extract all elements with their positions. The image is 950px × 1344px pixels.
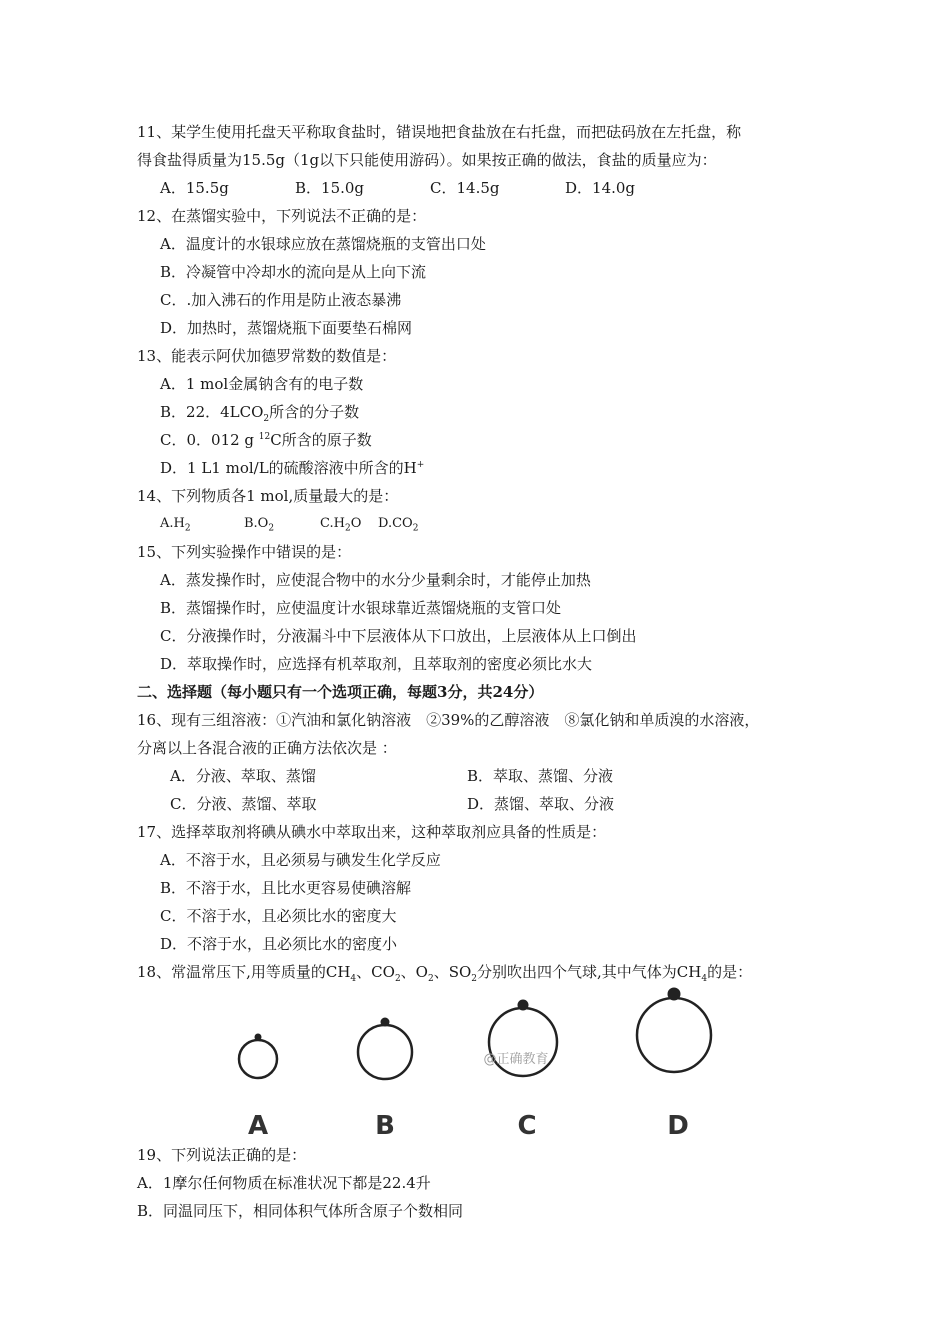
q11-option-c: C．14.5g xyxy=(430,179,500,197)
q13-option-c: C．0．012 g $^{12}$C所含的原子数 xyxy=(160,431,372,449)
q13-option-a: A．1 mol金属钠含有的电子数 xyxy=(160,375,364,393)
balloon-figure xyxy=(225,982,725,1142)
q14-option-c: $C.H_2O$ xyxy=(320,516,362,534)
balloon-d xyxy=(637,988,711,1073)
figure-label-a: A xyxy=(247,1111,269,1141)
q17-option-b: B．不溶于水，且比水更容易使碘溶解 xyxy=(160,879,412,897)
q19-option-b: B．同温同压下，相同体积气体所含原子个数相同 xyxy=(137,1202,464,1220)
q19-option-a: A．1摩尔任何物质在标准状况下都是22.4升 xyxy=(137,1174,431,1192)
q15-option-c: C．分液操作时，分液漏斗中下层液体从下口放出，上层液体从上口倒出 xyxy=(160,627,637,645)
q11-stem-line2: 得食盐得质量为15.5g（1g以下只能使用游码）。如果按正确的做法，食盐的质量应为： xyxy=(137,151,717,169)
q16-option-d: D．蒸馏、萃取、分液 xyxy=(467,795,615,813)
q14-option-b: $B.O_2$ xyxy=(244,516,275,534)
q15-option-a: A．蒸发操作时，应使混合物中的水分少量剩余时，才能停止加热 xyxy=(160,571,591,589)
q11-option-d: D．14.0g xyxy=(565,179,636,197)
q15-stem: 15、下列实验操作中错误的是： xyxy=(137,543,352,561)
q12-option-b: B．冷凝管中冷却水的流向是从上向下流 xyxy=(160,263,427,281)
q14-options xyxy=(160,514,418,534)
q12-option-d: D．加热时，蒸馏烧瓶下面要垫石棉网 xyxy=(160,319,413,337)
figure-label-c: C xyxy=(517,1111,537,1141)
q16-option-b: B．萃取、蒸馏、分液 xyxy=(467,767,614,785)
q17-option-d: D．不溶于水，且必须比水的密度小 xyxy=(160,935,398,953)
q11-stem-line1: 11、某学生使用托盘天平称取食盐时，错误地把食盐放在右托盘，而把砝码放在左托盘，称 xyxy=(137,123,742,141)
q13-stem: 13、能表示阿伏加德罗常数的数值是： xyxy=(137,347,397,365)
q13-option-b: B．22．$4LCO_2$所含的分子数 xyxy=(160,403,360,424)
q19-stem: 19、下列说法正确的是： xyxy=(137,1146,307,1164)
q17-stem: 17、选择萃取剂将碘从碘水中萃取出来，这种萃取剂应具备的性质是： xyxy=(137,823,607,841)
q15-option-d: D．萃取操作时，应选择有机萃取剂，且萃取剂的密度必须比水大 xyxy=(160,655,593,673)
q11-options xyxy=(160,178,635,198)
q15-option-b: B．蒸馏操作时，应使温度计水银球靠近蒸馏烧瓶的支管口处 xyxy=(160,599,562,617)
q17-option-a: A．不溶于水，且必须易与碘发生化学反应 xyxy=(160,851,441,869)
section-2-heading: 二、选择题（每小题只有一个选项正确，每题3分，共24分） xyxy=(137,683,544,701)
q14-option-d: $D.CO_2$ xyxy=(378,516,419,534)
q11-option-b: B．15.0g xyxy=(295,179,365,197)
q14-stem: 14、下列物质各1 mol,质量最大的是： xyxy=(137,487,399,505)
figure-label-d: D xyxy=(667,1111,689,1141)
balloon-b xyxy=(358,1018,412,1080)
q17-option-c: C．不溶于水，且必须比水的密度大 xyxy=(160,907,397,925)
q16-option-a: A．分液、萃取、蒸馏 xyxy=(170,767,316,785)
figure-label-b: B xyxy=(375,1111,395,1141)
q12-stem: 12、在蒸馏实验中，下列说法不正确的是： xyxy=(137,207,427,225)
q14-option-a: $A.H_2$ xyxy=(160,516,191,534)
q12-option-a: A．温度计的水银球应放在蒸馏烧瓶的支管出口处 xyxy=(160,235,486,253)
q11-option-a: A．15.5g xyxy=(160,179,229,197)
q12-option-c: C．.加入沸石的作用是防止液态暴沸 xyxy=(160,291,402,309)
q18-stem: 18、常温常压下,用等质量的$CH_4$、$CO_2$、$O_2$、$SO_2$分别吹出四个气球,其中气体为$CH_4$的是： xyxy=(137,963,753,984)
q16-stem-line2: 分离以上各混合液的正确方法依次是 ： xyxy=(137,739,397,757)
q13-option-d: D．1 L1 mol/L的硫酸溶液中所含的H+ xyxy=(160,459,425,477)
q16-option-c: C．分液、蒸馏、萃取 xyxy=(170,795,317,813)
balloon-a xyxy=(239,1034,277,1079)
q16-stem-line1: 16、现有三组溶液：①汽油和氯化钠溶液 ②39%的乙醇溶液 ⑧氯化钠和单质溴的水溶液， xyxy=(137,711,760,729)
watermark: @正确教育 xyxy=(483,1052,549,1067)
